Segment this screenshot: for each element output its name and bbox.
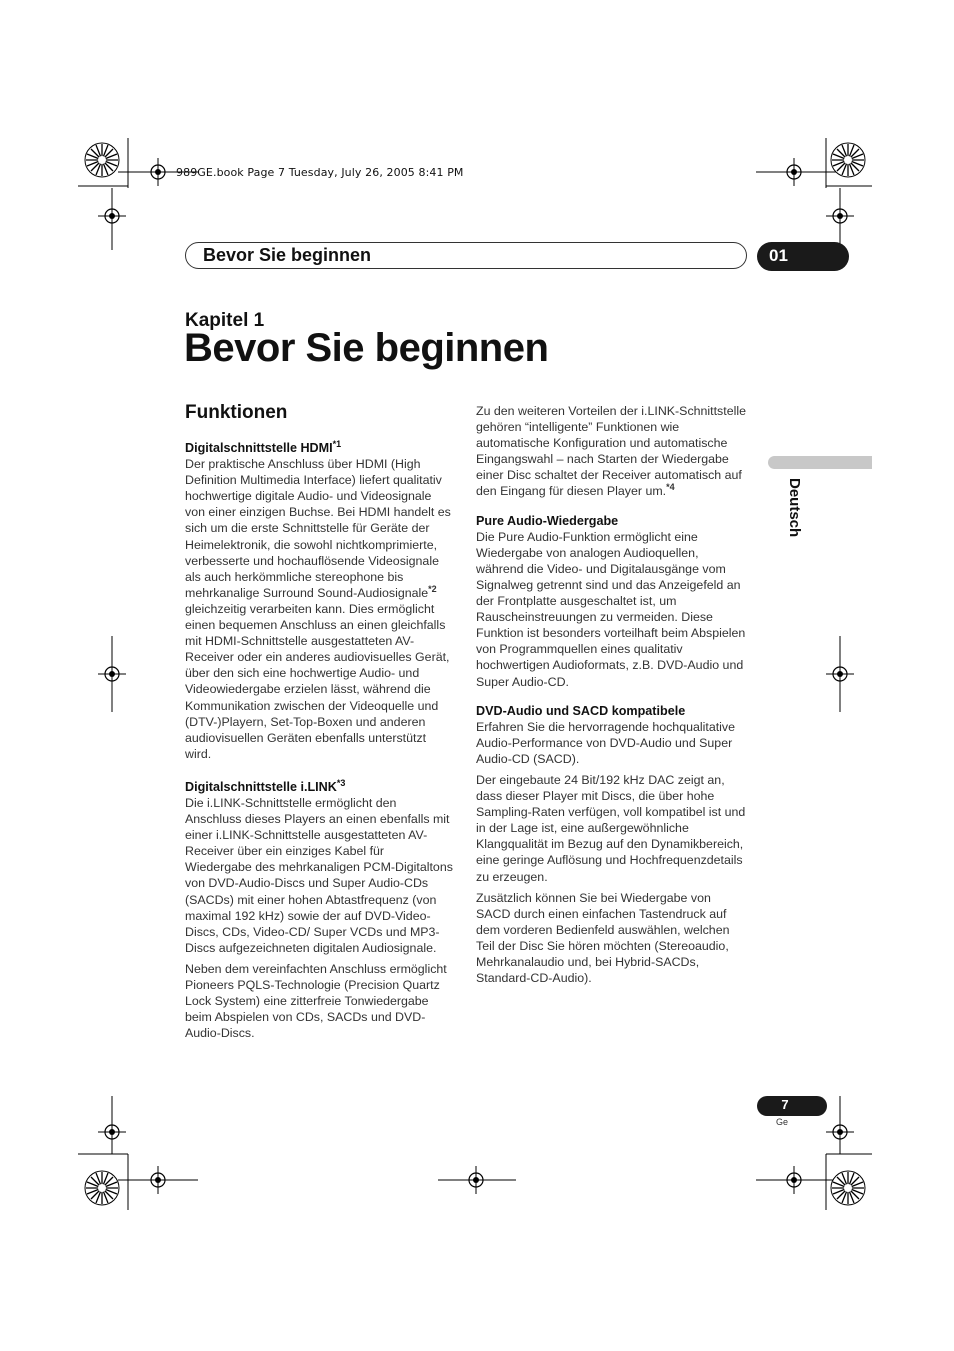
dvd-audio-paragraph-1: Erfahren Sie die hervorragende hochqualitative Audio-Performance von DVD-Audio und Super Audio-CD (SACD). xyxy=(476,719,735,766)
page-number: 7 xyxy=(781,1097,789,1112)
section-title: Funktionen xyxy=(185,402,288,423)
hdmi-paragraph: Der praktische Anschluss über HDMI (High Definition Multimedia Interface) liefert qualitativ hochwertige digitale Audio- und Videosignale von einer einzigen Buchse. Bei HDMI handelt es sich um die erste Schnittstelle für Geräte der Heimelektronik, die sowohl nichtkomprimierte, verbesserte und hochauflösende Videosignale als auch herkömmliche stereophone bis mehrkanalige Surround Sound-Audiosignale$^{*2}$ gleichzeitig verarbeiten kann. Dies ermöglicht einen bequemen Anschluss an einen gleichfalls mit HDMI-Schnittstelle ausgestatteten AV-Receiver oder ein anderes audiovisuelles Gerät, über den sich eine hochwertige Audio- und Videowiedergabe erzielen lässt, während die Kommunikation zwischen der Videoquelle und (DTV-)Playern, Set-Top-Boxen und anderen audiovisuellen Geräten ebenfalls unterstützt wird. xyxy=(185,457,451,761)
ilink-more-paragraph: Zu den weiteren Vorteilen der i.LINK-Schnittstelle gehören “intelligente” Funktionen wie automatische Konfiguration und automatische Eingangswahl – nach Starten der Wiedergabe einer Disc schaltet der Receiver automatisch auf den Eingang für diesen Player um.$^{*4}$ xyxy=(476,404,746,499)
ilink-paragraph: Die i.LINK-Schnittstelle ermöglicht den Anschluss dieses Players an einen ebenfalls mit einer i.LINK-Schnittstelle ausgestatteten AV-Receiver über ein einziges Kabel für Wiedergabe des mehrkanaligen PCM-Digitaltons von DVD-Audio-Discs und Super Audio-CDs (SACDs) mit einer hohen Abtastfrequenz (von maximal 192 kHz) sowie der auf DVD-Video-Discs, CDs, Video-CD/ Super VCDs und MP3-Discs aufgezeichneten digitalen Audiosignale. xyxy=(185,795,453,955)
language-bar xyxy=(768,456,872,469)
page-title: Bevor Sie beginnen xyxy=(184,326,549,370)
dvd-audio-paragraph-3: Zusätzlich können Sie bei Wiedergabe von SACD durch einen einfachen Tastendruck auf dem vorderen Bedienfeld auswählen, welchen Teil der Disc Sie hören möchten (Stereoaudio, Mehrkanalaudio und, bei Hybrid-SACDs, Standard-CD-Audio). xyxy=(476,890,730,986)
chapter-number: 01 xyxy=(769,246,788,265)
page-language: Ge xyxy=(776,1117,789,1127)
dvd-audio-paragraph-2: Der eingebaute 24 Bit/192 kHz DAC zeigt an, dass dieser Player mit Discs, die über hohe Sampling-Raten verfügen, voll kompatibel ist und in der Lage ist, eine außergewöhnliche Klangqualität im Bezug auf den Dynamikbereich, eine geringe Auflösung und Hochfrequenzdetails zu erzeugen. xyxy=(476,772,746,884)
pure-audio-heading: Pure Audio-Wiedergabe xyxy=(476,513,619,528)
pure-audio-paragraph: Die Pure Audio-Funktion ermöglicht eine Wiedergabe von analogen Audioquellen, während die Video- und Digitalausgänge vom Signalweg getrennt sind und das Anzeigefeld an der Frontplatte ausgeschaltet ist, um Rauscheinstreuungen zu vermeiden. Diese Funktion ist besonders vorteilhaft beim Abspielen von Programmquellen eines qualitativ hochwertigen Audioformats, z.B. DVD-Audio und Super Audio-CD. xyxy=(476,529,746,689)
dvd-audio-heading: DVD-Audio und SACD kompatibele xyxy=(476,703,686,718)
header-title: Bevor Sie beginnen xyxy=(203,245,372,265)
pqls-paragraph: Neben dem vereinfachten Anschluss ermöglicht Pioneers PQLS-Technologie (Precision Quartz Lock System) eine zitterfreie Tonwiedergabe beim Abspielen von CDs, SACDs und DVD-Audio-Discs. xyxy=(185,961,447,1041)
chapter-label: Kapitel 1 xyxy=(185,310,265,331)
file-header: 989GE.book Page 7 Tuesday, July 26, 2005 8:41 PM xyxy=(176,166,464,179)
column-left xyxy=(185,440,453,1046)
ilink-heading: Digitalschnittstelle i.LINK$^{*3}$ xyxy=(185,777,346,794)
column-right xyxy=(476,403,746,991)
language-tab: Deutsch xyxy=(786,478,803,538)
hdmi-heading: Digitalschnittstelle HDMI$^{*1}$ xyxy=(185,438,342,455)
